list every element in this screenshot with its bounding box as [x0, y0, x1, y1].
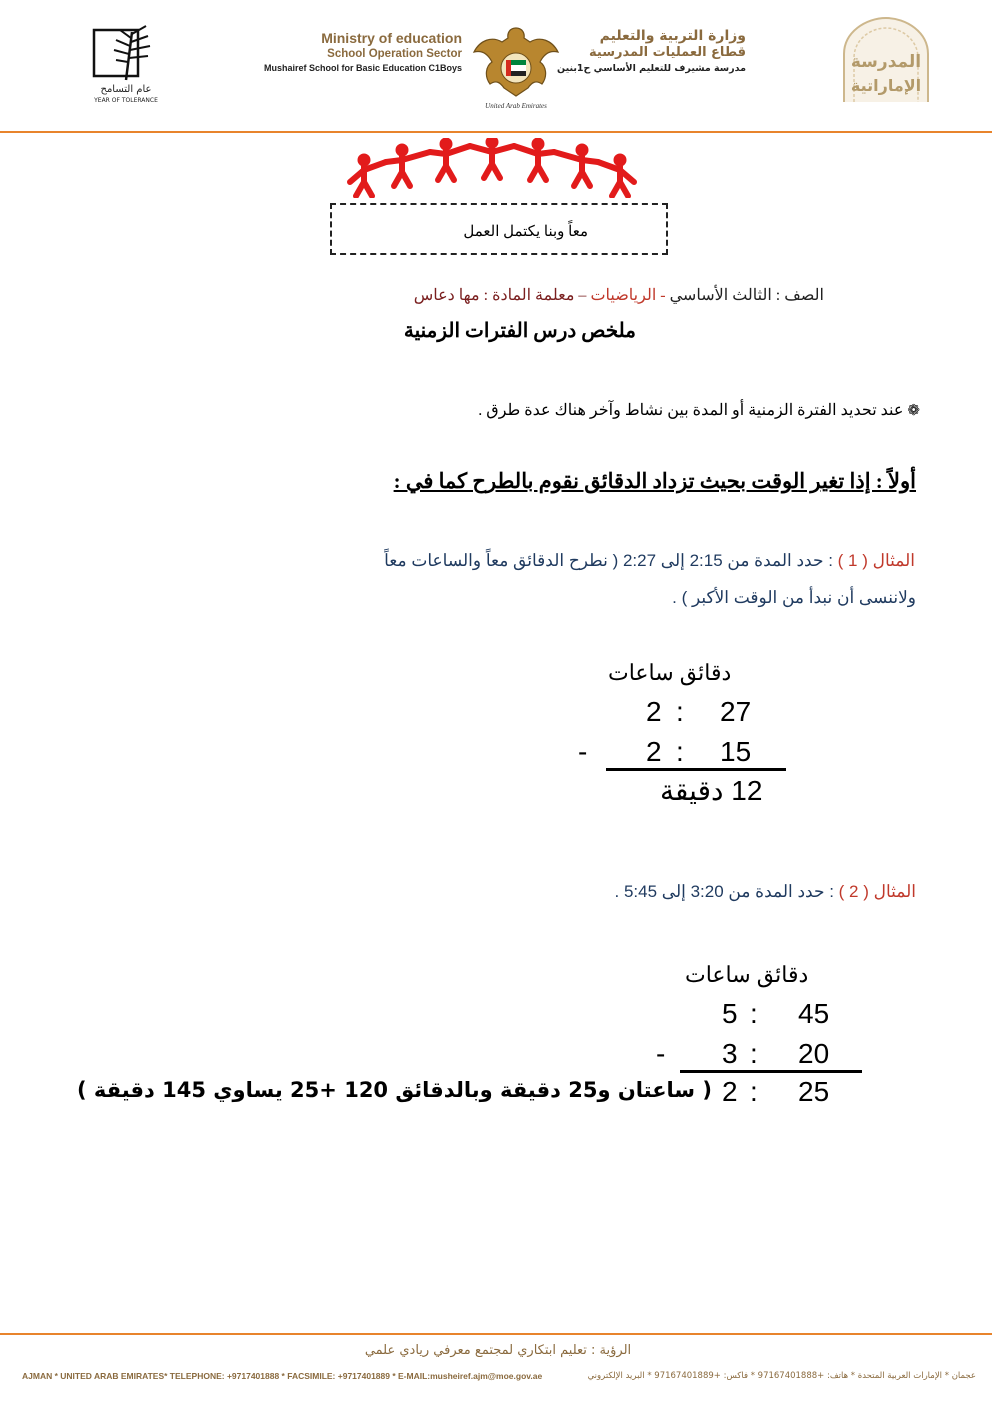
example2-subtraction-line — [680, 1070, 862, 1073]
flower-bullet-icon: ❁ — [907, 403, 920, 419]
example1-row2-minutes: 15 — [720, 736, 752, 767]
example1-row1-colon: : — [676, 696, 684, 727]
intro-paragraph — [350, 400, 920, 420]
example1-statement — [140, 551, 915, 571]
header-divider — [0, 131, 992, 133]
grade-subject-teacher-line — [200, 285, 824, 305]
emirati-school-logo — [836, 14, 936, 104]
intro-text: عند تحديد الفترة الزمنية أو المدة بين نشاط وآخر هناك عدة طرق . — [478, 402, 908, 419]
subject-label: - الرياضيات — [586, 287, 670, 304]
footer-contact-en: AJMAN * UNITED ARAB EMIRATES* TELEPHONE: +9717401888 * FACSIMILE: +9717401889 * E-MAIL:musheiref.ajm@moe.gov.ae — [22, 1371, 543, 1381]
motto-text: معاً وبنا يكتمل العمل — [463, 224, 588, 240]
example2-text: : حدد المدة من 3:20 إلى 5:45 . — [614, 882, 834, 901]
year-of-tolerance-logo — [86, 24, 166, 104]
example2-column-headers: دقائق ساعات — [685, 962, 809, 987]
example2-statement — [480, 882, 916, 902]
example2-row1-minutes: 45 — [798, 998, 830, 1029]
example2-result-colon: : — [750, 1076, 758, 1107]
example1-subtraction-line — [606, 768, 786, 771]
falcon-emblem-icon — [470, 22, 562, 102]
example2-minus-sign: - — [656, 1038, 666, 1069]
ministry-en-line2: School Operation Sector — [327, 48, 462, 60]
example2-explanation: ( ساعتان و25 دقيقة وبالدقائق 120 +25 يساوي 145 دقيقة ) — [76, 1078, 712, 1102]
tolerance-logo-en: YEAR OF TOLERANCE — [94, 97, 158, 104]
school-logo-line1-text: المدرسة — [850, 52, 922, 72]
ministry-name-en — [262, 30, 462, 73]
grade-label: الصف : الثالث الأساسي — [669, 287, 824, 304]
example1-column-headers: دقائق ساعات — [608, 660, 732, 685]
example2-row1-colon: : — [750, 998, 758, 1029]
example1-row2-hours: 2 — [646, 736, 662, 767]
ministry-ar-line3: مدرسة مشيرف للتعليم الأساسي ح1بنين — [557, 63, 746, 74]
example2-result-hours: 2 — [722, 1076, 738, 1107]
example1-statement-line2: ولاننسى أن نبدأ من الوقت الأكبر ) . — [672, 588, 916, 607]
ministry-ar-line1: وزارة التربية والتعليم — [599, 28, 746, 44]
footer-divider — [0, 1333, 992, 1335]
example2-label: المثال ( 2 ) — [833, 882, 916, 901]
ministry-name-ar — [557, 28, 746, 74]
example2-row1-hours: 5 — [722, 998, 738, 1029]
example2-row2-minutes: 20 — [798, 1038, 830, 1069]
example1-row1-hours: 2 — [646, 696, 662, 727]
example2-result-minutes: 25 — [798, 1076, 830, 1107]
ministry-ar-line2: قطاع العمليات المدرسية — [589, 45, 746, 60]
tolerance-logo-ar: عام التسامح — [100, 84, 152, 95]
footer-contact-ar: عجمان * الإمارات العربية المتحدة * هاتف: +97167401888 * فاكس: +97167401889 * البريد الإلكتروني — [587, 1371, 976, 1381]
uae-emblem — [470, 22, 562, 112]
ministry-en-line3: Mushairef School for Basic Education C1Boys — [263, 63, 462, 73]
people-holding-hands-icon — [342, 138, 642, 198]
tolerance-tree-icon — [86, 24, 166, 86]
example1-result: 12 دقيقة — [660, 775, 763, 806]
school-logo-line2-text: الإماراتية — [850, 76, 922, 95]
example1-row1-minutes: 27 — [720, 696, 752, 727]
emblem-caption: United Arab Emirates — [485, 102, 547, 110]
teacher-label: – معلمة المادة : مها دعاس — [413, 287, 587, 304]
ministry-en-line1: Ministry of education — [321, 30, 462, 46]
example1-label: المثال ( 1 ) — [832, 551, 915, 570]
example2-row2-colon: : — [750, 1038, 758, 1069]
example2-row2-hours: 3 — [722, 1038, 738, 1069]
vision-statement: الرؤية : تعليم ابتكاري لمجتمع معرفي ريادي علمي — [364, 1343, 632, 1358]
example1-text: : حدد المدة من 2:15 إلى 2:27 ( نطرح الدقائق معاً والساعات معاً — [384, 551, 833, 570]
section-heading-first: أولاً : إذا تغير الوقت بحيث تزداد الدقائق نقوم بالطرح كما في : — [393, 469, 916, 493]
example1-minus-sign: - — [578, 736, 588, 767]
lesson-title: ملخص درس الفترات الزمنية — [403, 320, 636, 342]
example1-row2-colon: : — [676, 736, 684, 767]
